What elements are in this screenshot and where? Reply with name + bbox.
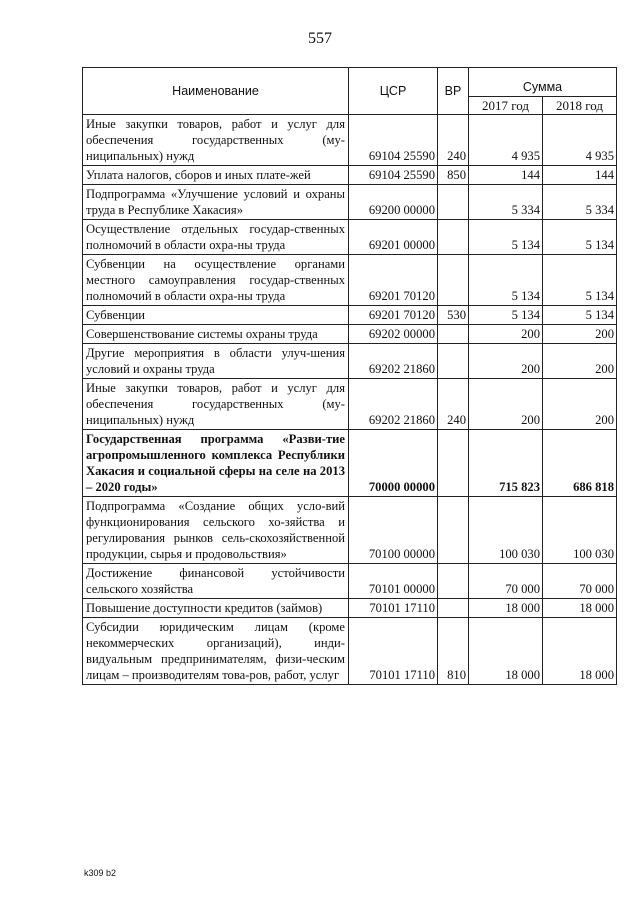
row-sum-2017: 5 334 <box>469 185 543 220</box>
table-row <box>83 255 617 306</box>
row-vr: 240 <box>438 115 469 166</box>
row-name: Иные закупки товаров, работ и услуг для обеспечения государственных (му-ниципальных) нужд <box>83 379 349 430</box>
row-name: Другие мероприятия в области улуч-шения условий и охраны труда <box>83 344 349 379</box>
row-sum-2018: 5 134 <box>543 220 617 255</box>
row-sum-2017: 4 935 <box>469 115 543 166</box>
table-row <box>83 115 617 166</box>
row-name: Осуществление отдельных государ-ственных полномочий в области охра-ны труда <box>83 220 349 255</box>
row-name: Подпрограмма «Создание общих усло-вий функционирования сельского хо-зяйства и регулирования рынков сель-скохозяйственной продукции, сырья и продовольствия» <box>83 497 349 564</box>
row-vr: 240 <box>438 379 469 430</box>
row-sum-2017: 18 000 <box>469 599 543 618</box>
row-sum-2018: 5 134 <box>543 306 617 325</box>
row-name: Повышение доступности кредитов (займов) <box>83 599 349 618</box>
column-header-vr: ВР <box>438 68 469 115</box>
row-sum-2018: 100 030 <box>543 497 617 564</box>
row-sum-2017: 18 000 <box>469 618 543 685</box>
table-row <box>83 325 617 344</box>
row-sum-2018: 5 134 <box>543 255 617 306</box>
row-csr: 69201 00000 <box>349 220 438 255</box>
column-header-sum: Сумма <box>469 68 617 97</box>
row-sum-2018: 4 935 <box>543 115 617 166</box>
row-sum-2017: 5 134 <box>469 220 543 255</box>
column-header-2018: 2018 год <box>543 97 617 115</box>
row-vr: 530 <box>438 306 469 325</box>
row-csr: 69202 21860 <box>349 379 438 430</box>
table-row <box>83 599 617 618</box>
row-sum-2017: 100 030 <box>469 497 543 564</box>
row-name: Уплата налогов, сборов и иных плате-жей <box>83 166 349 185</box>
budget-table <box>82 67 617 685</box>
row-sum-2018: 5 334 <box>543 185 617 220</box>
row-csr: 69104 25590 <box>349 166 438 185</box>
table-row <box>83 564 617 599</box>
row-csr: 70101 17110 <box>349 599 438 618</box>
row-name: Государственная программа «Разви-тие агропромышленного комплекса Республики Хакасия и социальной сферы на селе на 2013 – 2020 годы» <box>83 430 349 497</box>
row-vr <box>438 325 469 344</box>
footer-code: k309 b2 <box>84 868 117 878</box>
row-sum-2018: 686 818 <box>543 430 617 497</box>
row-sum-2018: 18 000 <box>543 599 617 618</box>
table-row <box>83 220 617 255</box>
table-row <box>83 618 617 685</box>
row-sum-2017: 5 134 <box>469 255 543 306</box>
row-name: Субсидии юридическим лицам (кроме некоммерческих организаций), инди-видуальным предпринимателям, физи-ческим лицам – производителям това-ров, работ, услуг <box>83 618 349 685</box>
row-name: Субвенции <box>83 306 349 325</box>
row-sum-2017: 70 000 <box>469 564 543 599</box>
table-row <box>83 497 617 564</box>
column-header-2017: 2017 год <box>469 97 543 115</box>
row-name: Подпрограмма «Улучшение условий и охраны труда в Республике Хакасия» <box>83 185 349 220</box>
row-vr <box>438 344 469 379</box>
row-vr <box>438 185 469 220</box>
row-csr: 70101 00000 <box>349 564 438 599</box>
table-row <box>83 166 617 185</box>
row-csr: 70101 17110 <box>349 618 438 685</box>
row-name: Достижение финансовой устойчивости сельского хозяйства <box>83 564 349 599</box>
row-sum-2017: 200 <box>469 325 543 344</box>
row-csr: 69200 00000 <box>349 185 438 220</box>
row-vr <box>438 430 469 497</box>
table-row <box>83 306 617 325</box>
row-csr: 69202 00000 <box>349 325 438 344</box>
row-sum-2018: 200 <box>543 325 617 344</box>
table-row <box>83 430 617 497</box>
row-csr: 69202 21860 <box>349 344 438 379</box>
row-csr: 69201 70120 <box>349 255 438 306</box>
row-sum-2017: 715 823 <box>469 430 543 497</box>
header-row <box>83 68 617 97</box>
row-sum-2017: 5 134 <box>469 306 543 325</box>
row-vr <box>438 220 469 255</box>
row-csr: 69201 70120 <box>349 306 438 325</box>
row-name: Иные закупки товаров, работ и услуг для обеспечения государственных (му-ниципальных) нужд <box>83 115 349 166</box>
column-header-name: Наименование <box>83 68 349 115</box>
row-sum-2017: 144 <box>469 166 543 185</box>
column-header-csr: ЦСР <box>349 68 438 115</box>
table-row <box>83 344 617 379</box>
row-csr: 69104 25590 <box>349 115 438 166</box>
row-csr: 70100 00000 <box>349 497 438 564</box>
row-vr <box>438 599 469 618</box>
row-vr <box>438 255 469 306</box>
row-name: Субвенции на осуществление органами местного самоуправления государ-ственных полномочий в области охра-ны труда <box>83 255 349 306</box>
table-body <box>83 115 617 685</box>
table-row <box>83 379 617 430</box>
row-vr: 810 <box>438 618 469 685</box>
row-name: Совершенствование системы охраны труда <box>83 325 349 344</box>
row-sum-2018: 144 <box>543 166 617 185</box>
row-csr: 70000 00000 <box>349 430 438 497</box>
row-vr: 850 <box>438 166 469 185</box>
row-sum-2018: 200 <box>543 379 617 430</box>
row-sum-2018: 18 000 <box>543 618 617 685</box>
table-row <box>83 185 617 220</box>
row-sum-2018: 70 000 <box>543 564 617 599</box>
row-sum-2017: 200 <box>469 344 543 379</box>
page-number: 557 <box>308 30 332 47</box>
row-vr <box>438 564 469 599</box>
row-vr <box>438 497 469 564</box>
row-sum-2018: 200 <box>543 344 617 379</box>
row-sum-2017: 200 <box>469 379 543 430</box>
